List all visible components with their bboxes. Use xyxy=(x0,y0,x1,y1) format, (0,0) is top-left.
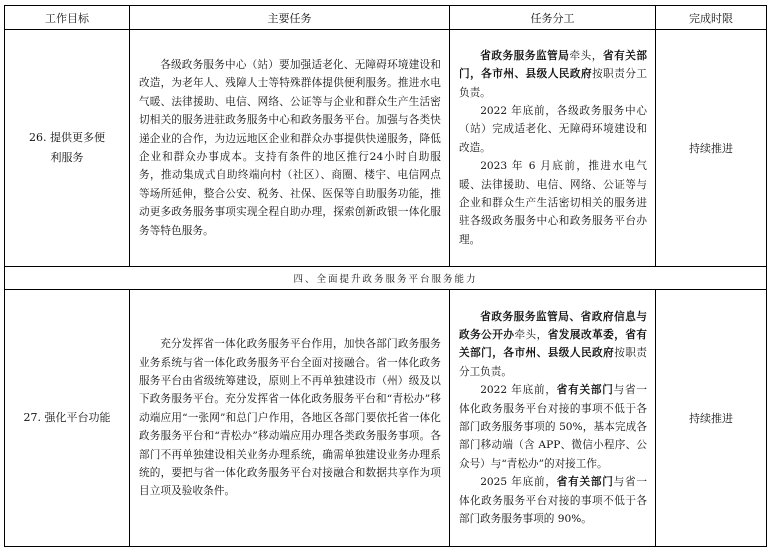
deadline-cell: 持续推进 xyxy=(656,30,767,267)
main-task-cell xyxy=(130,290,450,547)
division-lead: 省政务服务监管局牵头，省有关部门，各市州、县级人民政府按职责分工负责。 xyxy=(459,49,648,99)
deadline-cell: 持续推进 xyxy=(656,290,767,547)
header-row xyxy=(5,6,767,30)
division-lead: 省政务服务监管局、省政府信息与政务公开办牵头，省发展改革委，省有关部门，各市州、县级人民政府按职责分工负责。 xyxy=(459,310,648,378)
main-task-cell xyxy=(130,30,450,267)
section-title: 四、全面提升政务服务平台服务能力 xyxy=(5,267,767,290)
goal-text: 27. 强化平台功能 xyxy=(23,411,111,424)
header-main-task: 主要任务 xyxy=(130,6,450,30)
division-cell xyxy=(450,290,656,547)
header-division: 任务分工 xyxy=(450,6,656,30)
goal-cell xyxy=(5,30,130,267)
table-row xyxy=(5,30,767,267)
division-paragraph: 2022 年底前，各级政务服务中心（站）完成适老化、无障碍环境建设和改造。 xyxy=(459,104,647,154)
division-paragraph: 2025 年底前，省有关部门与省一体化政务服务平台对接的事项不低于各部门政务服务事项的 90%。 xyxy=(459,476,648,526)
table-row xyxy=(5,290,767,547)
division-paragraph: 2022 年底前，省有关部门与省一体化政务服务平台对接的事项不低于各部门政务服务事项的 50%，基本完成各部门移动端（含 APP、微信小程序、公众号）与“青松办”的对接工作。 xyxy=(459,384,648,470)
goal-text: 26. 提供更多便利服务 xyxy=(29,131,105,164)
division-paragraph: 2023 年 6 月底前，推进水电气暖、法律援助、电信、网络、公证等与企业和群众生产生活密切相关的服务进驻各级政务服务中心和政务服务平台办理。 xyxy=(459,160,647,246)
header-goal: 工作目标 xyxy=(5,6,130,30)
main-task-text: 充分发挥省一体化政务服务平台作用，加快各部门政务服务业务系统与省一体化政务服务平台全面对接融合。省一体化政务服务平台由省级统筹建设，原则上不再单独建设市（州）级及以下政务服务平台。充分发挥省一体化政务服务平台和“青松办”移动端应用“一张网”和总门户作用，各地区各部门要依托省一体化政务服务平台和“青松办”移动端应用办理各类政务服务事项。各部门不再单独建设相关业务办理系统，确需单独建设业务办理系统的，要把与省一体化政务服务平台对接融合和数据共享作为项目立项及验收条件。 xyxy=(139,338,441,498)
header-deadline: 完成时限 xyxy=(656,6,767,30)
division-cell xyxy=(450,30,656,267)
section-row xyxy=(5,267,767,290)
task-table xyxy=(4,5,767,547)
main-task-text: 各级政务服务中心（站）要加强适老化、无障碍环境建设和改造，为老年人、残障人士等特殊群体提供便利服务。推进水电气暖、法律援助、电信、网络、公证等与企业和群众生产生活密切相关的服务进驻政务服务中心和政务服务平台。加强与各类快递企业的合作，为边远地区企业和群众办事提供快递服务，降低企业和群众办事成本。支持有条件的地区推行24小时自助服务，推动集成式自助终端向村（社区）、商圈、楼宇、电信网点等场所延伸，整合公安、税务、社保、医保等自助服务功能，推动更多政务服务事项实现全程自助办理，探索创新政银一体化服务等特色服务。 xyxy=(139,58,441,237)
goal-cell xyxy=(5,290,130,547)
